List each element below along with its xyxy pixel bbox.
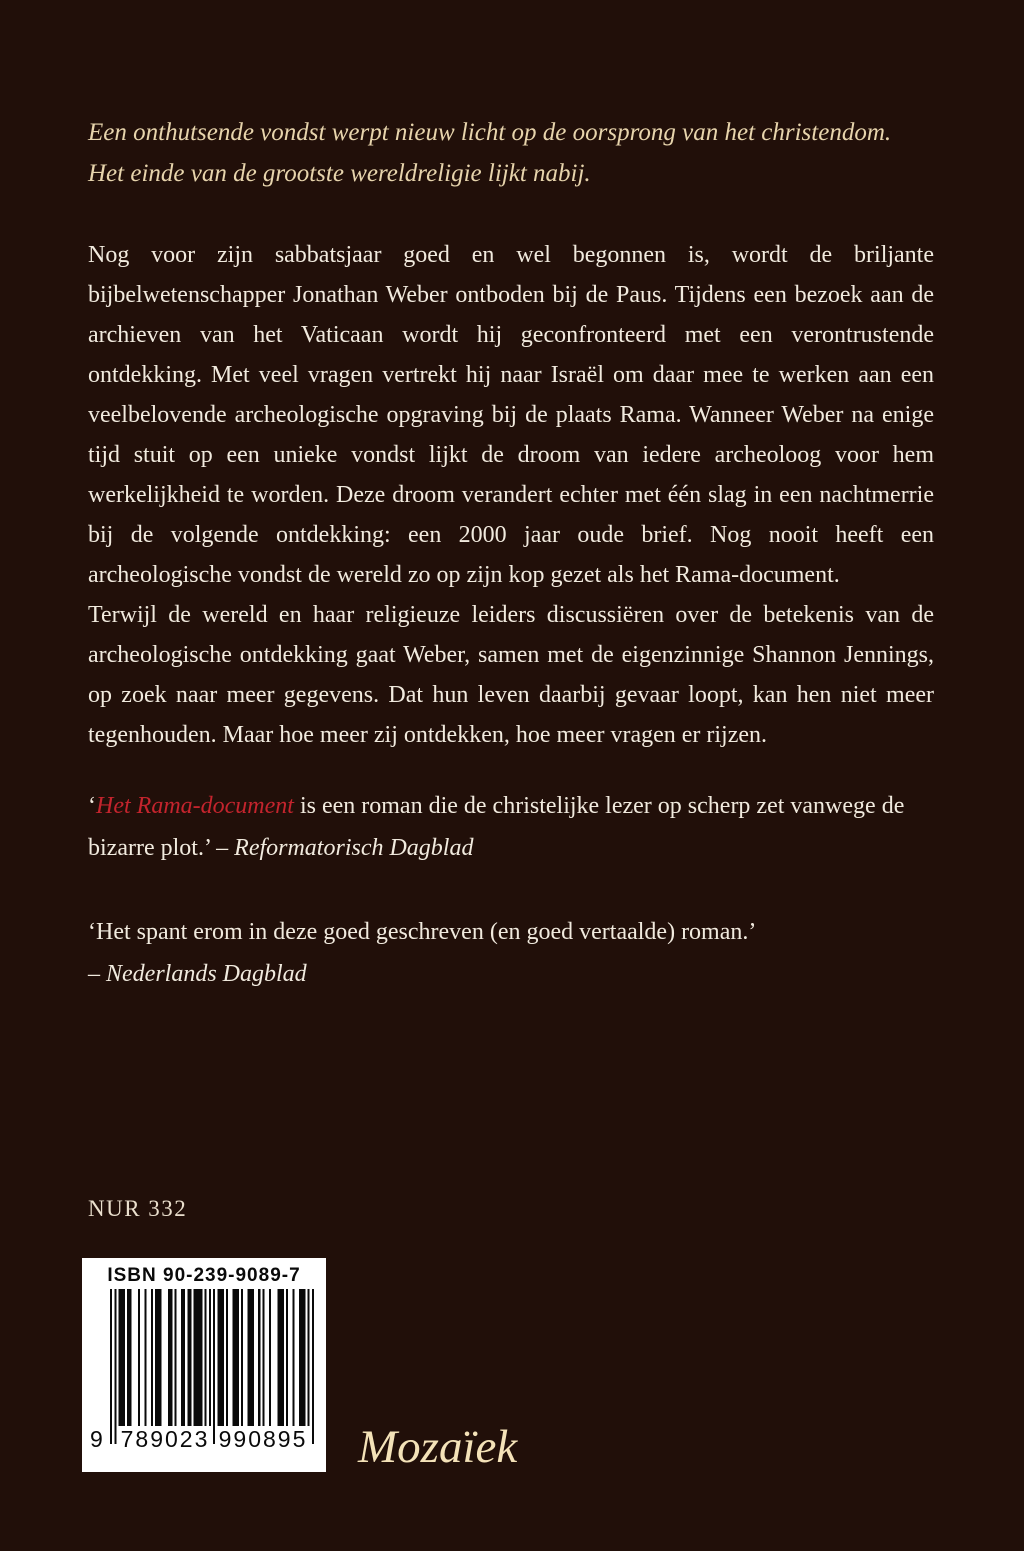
barcode-digit-first: 9 xyxy=(90,1426,105,1452)
text-column xyxy=(88,112,934,995)
quote-text: ‘Het spant erom in deze goed geschreven (en goed vertaalde) roman.’ xyxy=(88,919,757,945)
tagline xyxy=(88,112,934,194)
quote-source-dash: – xyxy=(88,961,106,987)
quote-text: is een roman die de christelijke lezer op scherp zet vanwege de bizarre plot.’ – xyxy=(88,793,905,861)
synopsis-paragraph-2: Terwijl de wereld en haar religieuze leiders discussiëren over de betekenis van de archeologische ontdekking gaat Weber, samen met de eigenzinnige Shannon Jennings, op zoek naar meer gegevens. Dat hun leven daarbij gevaar loopt, kan hen niet meer tegenhouden. Maar hoe meer zij ontdekken, hoe meer vragen er rijzen. xyxy=(88,602,934,748)
tagline-line-2: Het einde van de grootste wereldreligie lijkt nabij. xyxy=(88,160,591,187)
quote-open-mark: ‘ xyxy=(88,793,96,819)
review-quote-nederlands-dagblad xyxy=(88,911,934,995)
publisher-logo: Mozaïek xyxy=(358,1421,518,1473)
synopsis-paragraph-1: Nog voor zijn sabbatsjaar goed en wel begonnen is, wordt de briljante bijbelwetenschapper Jonathan Weber ontboden bij de Paus. Tijdens een bezoek aan de archieven van het Vaticaan wordt hij geconfronteerd met een verontrustende ontdekking. Met veel vragen vertrekt hij naar Israël om daar mee te werken aan een veelbelovende archeologische opgraving bij de plaats Rama. Wanneer Weber na enige tijd stuit op een unieke vondst lijkt de droom van iedere archeoloog voor hem werkelijkheid te worden. Deze droom verandert echter met één slag in een nachtmerrie bij de volgende ontdekking: een 2000 jaar oude brief. Nog nooit heeft een archeologische vondst de wereld zo op zijn kop gezet als het Rama-document. xyxy=(88,242,934,588)
barcode-bars-icon xyxy=(110,1289,314,1444)
quote-source: Nederlands Dagblad xyxy=(106,961,307,987)
tagline-line-1: Een onthutsende vondst werpt nieuw licht op de oorsprong van het christendom. xyxy=(88,119,892,146)
isbn-barcode-block xyxy=(82,1258,326,1472)
review-quote-reformatorisch-dagblad xyxy=(88,785,934,869)
quote-source: Reformatorisch Dagblad xyxy=(234,835,474,861)
synopsis xyxy=(88,235,934,755)
book-title-red: Het Rama-document xyxy=(96,793,294,819)
barcode-digits-right: 990895 xyxy=(216,1426,310,1453)
nur-code: NUR 332 xyxy=(88,1196,188,1221)
isbn-number: ISBN 90-239-9089-7 xyxy=(107,1265,301,1286)
barcode-digits-left: 789023 xyxy=(118,1426,212,1453)
